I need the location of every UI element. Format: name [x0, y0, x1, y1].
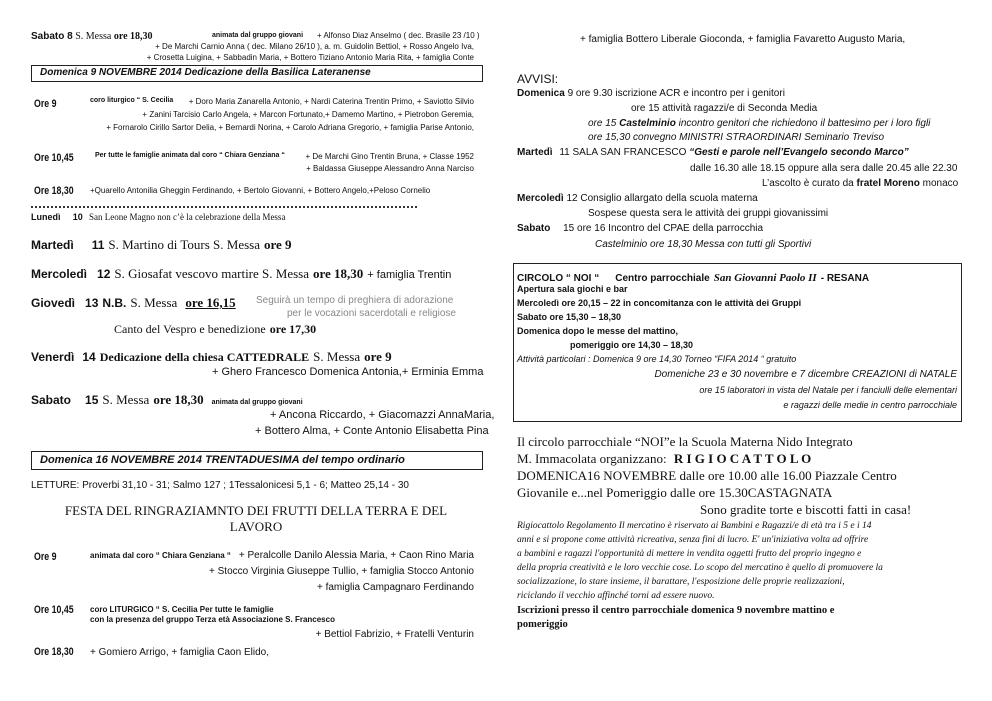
rigiocattolo-line	[517, 451, 811, 467]
avviso-text: Castelminio ore 18,30 Messa con tutti gli Sportivi	[595, 239, 812, 250]
intentions-line: + Ghero Francesco Domenica Antonia,+ Erminia Emma	[212, 366, 484, 378]
vespro-line	[114, 320, 316, 338]
mass-time: Ore 18,30	[34, 646, 74, 658]
avvisi-heading: AVVISI:	[517, 72, 559, 86]
circolo-line: Domenica dopo le messe del mattino,	[517, 326, 679, 336]
avviso-line	[588, 118, 930, 129]
choir-label: Per tutte le famiglie animata dal coro “ Chiara Genziana “	[95, 152, 285, 159]
avviso-text: 12 Consiglio allargato della scuola materna	[566, 193, 758, 204]
regolamento-line: socializzazione, lo stare insieme, il barattare, l'esposizione delle proprie realizzazioni,	[517, 577, 845, 587]
day-label: Sabato 8	[31, 31, 73, 42]
circolo-saint: San Giovanni Paolo II	[713, 272, 817, 284]
avviso-text: 15 ore 16 Incontro del CPAE della parrocchia	[563, 223, 764, 234]
avviso-place: Castelminio	[619, 118, 676, 129]
choir-label: coro liturgico “ S. Cecilia	[90, 97, 174, 104]
regolamento-line: a bambini e ragazzi l'opportunità di mettere in vendita oggetti frutto del proprio ingegno e	[517, 549, 862, 559]
intentions-line: + Gomiero Arrigo, + famiglia Caon Elido,	[90, 647, 269, 658]
intentions-line: + famiglia Campagnaro Ferdinando	[316, 582, 474, 593]
day-number: 10	[72, 212, 83, 222]
avviso-text: incontro genitori che richiedono il battesimo per i loro figli	[678, 118, 931, 129]
rigiocattolo-text: M. Immacolata organizzano:	[517, 451, 667, 466]
intentions-line: + Ancona Riccardo, + Giacomazzi AnnaMaria,	[270, 409, 495, 421]
iscrizioni-line: pomeriggio	[517, 619, 568, 630]
mass-time: Ore 18,30	[34, 185, 74, 197]
intentions-line: + Alfonso Diaz Anselmo ( dec. Brasile 23 /10 )	[317, 31, 480, 40]
intentions-line: + Stocco Virginia Giuseppe Tullio, + famiglia Stocco Antonio	[209, 566, 474, 577]
intentions-line: + Peralcolle Danilo Alessia Maria, + Caon Rino Maria	[238, 550, 474, 561]
intentions-line: + Bottero Alma, + Conte Antonio Elisabetta Pina	[255, 425, 489, 437]
avviso-text: monaco	[922, 178, 959, 189]
giovedi-line	[31, 294, 236, 312]
choir-label: con la presenza del gruppo Terza età Associazione S. Francesco	[90, 615, 335, 624]
sabato15-line	[31, 391, 303, 409]
mass-time: ore 18,30	[113, 31, 153, 42]
rigiocattolo-text: DOMENICA16 NOVEMBRE dalle ore 10.00 alle 16.00 Piazzale Centro	[517, 468, 897, 483]
avviso-text: ore 15 attività ragazzi/e di Seconda Media	[631, 103, 818, 114]
circolo-line: e ragazzi delle medie in centro parrocchiale	[783, 400, 957, 410]
intentions-line: + Baldassa Giuseppe Alessandro Anna Narciso	[306, 164, 474, 173]
day-label: Giovedì	[31, 296, 76, 310]
intentions-line: + Crosetta Luigina, + Sabbadin Maria, + Bottero Tiziano Antonio Maria Rita, + famiglia Conte	[146, 53, 474, 62]
mass-time: ore 18,30	[312, 266, 364, 281]
intentions-line: + Zanini Tarcisio Carlo Angela, + Marcon Fortunato,+ Damemo Martino, + Pietrobon Geremia,	[142, 110, 474, 119]
intentions-line: + Bettiol Fabrizio, + Fratelli Venturin	[315, 629, 474, 640]
choir-label: animata dal coro “ Chiara Genziana “	[90, 551, 231, 560]
circolo-name: CIRCOLO “ NOI “	[517, 273, 600, 284]
sabato8-line	[31, 31, 153, 42]
avviso-text: 9 ore 9.30 iscrizione ACR e incontro per i genitori	[567, 88, 785, 99]
avviso-line	[517, 223, 763, 234]
avviso-text: ore 15	[588, 118, 617, 129]
adoration-note: per le vocazioni sacerdotali e religiose	[287, 308, 456, 319]
lunedi-line	[31, 212, 285, 222]
avviso-line	[517, 193, 758, 204]
day-label: Lunedì	[31, 212, 61, 222]
festa-title: FESTA DEL RINGRAZIAMNTO DEI FRUTTI DELLA TERRA E DEL	[64, 503, 448, 518]
day-label: Martedì	[31, 238, 74, 252]
regolamento-line: riciclando il vecchio affinché torni ad essere nuovo.	[517, 591, 715, 601]
section-heading: Domenica 9 NOVEMBRE 2014 Dedicazione della Basilica Lateranense	[40, 67, 371, 78]
avviso-line	[517, 147, 909, 158]
circolo-line: Apertura sala giochi e bar	[517, 284, 628, 294]
regolamento-line: della propria creatività e le loro vecchie cose. Lo scopo del mercatino è quello di promuovere la	[517, 563, 883, 573]
intentions-line: + Fornarolo Cirillo Sartor Delia, + Bernardi Norina, + Carolo Adriana Gregorio, + famiglia Parise Antonio,	[106, 123, 474, 132]
domenica9-header-box	[31, 65, 483, 82]
avviso-text: L’ascolto è curato da	[762, 178, 854, 189]
day-number: 11	[91, 238, 105, 252]
group-label: animata dal gruppo giovani	[211, 399, 303, 406]
intentions-line: + famiglia Bottero Liberale Gioconda, + famiglia Favaretto Augusto Maria,	[580, 34, 906, 45]
intentions-line: + De Marchi Carnio Anna ( dec. Milano 26/10 ), a. m. Guidolin Bettiol, + Rosso Angelo Iva,	[155, 42, 474, 51]
mass-label: S. Messa	[102, 392, 150, 407]
rigiocattolo-text: Sono gradite torte e biscotti fatti in casa!	[700, 502, 912, 517]
venerdi-line	[31, 348, 392, 366]
day-label: Sabato	[517, 223, 551, 234]
day-text: Dedicazione della chiesa CATTEDRALE	[99, 350, 310, 364]
circolo-place: - RESANA	[820, 273, 870, 284]
mass-time: Ore 9	[34, 551, 57, 563]
mass-label: S. Messa	[313, 349, 361, 364]
day-label: Domenica	[517, 88, 565, 99]
day-text: S. Giosafat vescovo martire S. Messa	[114, 266, 309, 281]
circolo-line: Mercoledì ore 20,15 – 22 in concomitanza con le attività dei Gruppi	[517, 298, 802, 308]
rigiocattolo-title: R I G I O C A T T O L O	[673, 451, 812, 466]
group-label: animata dal gruppo giovani	[212, 32, 304, 39]
mass-time: Ore 9	[34, 98, 57, 110]
mass-time: ore 18,30	[153, 392, 204, 407]
circolo-line: Attività particolari : Domenica 9 ore 14,30 Torneo “FIFA 2014 “ gratuito	[517, 354, 797, 364]
domenica16-header-box	[31, 451, 483, 470]
adoration-note: Seguirà un tempo di preghiera di adorazione	[256, 295, 454, 306]
intentions-line: +Quarello Antonilia Gheggin Ferdinando, + Bertolo Giovanni, + Bottero Angelo,+Peloso Cornelio	[90, 186, 431, 195]
day-label: Mercoledì	[517, 193, 564, 204]
intentions-line: + De Marchi Gino Trentin Bruna, + Classe 1952	[305, 152, 474, 161]
day-number: 12	[97, 267, 111, 281]
regolamento-line: anni e si propone come attività ricreativa, senza fini di lucro. E' un'iniziativa volta ad offrire	[517, 535, 869, 545]
avviso-text: ore 15,30 convegno MINISTRI STRAORDINARI Seminario Treviso	[588, 132, 885, 143]
iscrizioni-line: Iscrizioni presso il centro parrocchiale domenica 9 novembre mattino e	[517, 605, 835, 616]
mass-time: ore 9	[263, 237, 292, 252]
day-label: Martedì	[517, 147, 553, 158]
avviso-line	[762, 178, 958, 189]
mass-time: Ore 10,45	[34, 152, 74, 164]
avviso-line	[517, 88, 785, 99]
vespro-time: ore 17,30	[269, 322, 317, 336]
choir-label: coro LITURGICO “ S. Cecilia Per tutte le famiglie	[90, 605, 274, 614]
avviso-text: Sospese questa sera le attività dei gruppi giovanissimi	[588, 208, 829, 219]
section-heading: Domenica 16 NOVEMBRE 2014 TRENTADUESIMA del tempo ordinario	[40, 454, 405, 466]
avviso-title: “Gesti e parole nell’Evangelo secondo Marco”	[689, 147, 909, 158]
vespro-text: Canto del Vespro e benedizione	[114, 322, 266, 336]
day-label: Sabato	[31, 393, 72, 407]
dotted-divider	[31, 206, 417, 208]
mass-label: S. Messa	[75, 31, 112, 42]
circolo-noi-box	[513, 263, 962, 422]
rigiocattolo-text: Giovanile e...nel Pomeriggio dalle ore 15.30CASTAGNATA	[517, 485, 833, 500]
day-label: Venerdì	[31, 350, 75, 364]
day-number: 13	[85, 296, 99, 310]
avviso-text: 11 SALA SAN FRANCESCO	[559, 147, 687, 158]
day-text: S. Martino di Tours S. Messa	[108, 237, 260, 252]
martedi-line	[31, 236, 292, 254]
regolamento-line: Rigiocattolo Regolamento Il mercatino è riservato ai Bambini e Ragazzi/e di età tra i 5 e i 14	[517, 521, 872, 531]
circolo-line: ore 15 laboratori in vista del Natale per i fanciulli delle elementari	[699, 385, 957, 395]
intentions-line: + famiglia Trentin	[367, 269, 452, 281]
circolo-line: Domeniche 23 e 30 novembre e 7 dicembre CREAZIONI di NATALE	[654, 369, 957, 380]
circolo-line: pomeriggio ore 14,30 – 18,30	[570, 340, 694, 350]
day-number: 15	[85, 393, 99, 407]
avviso-text: dalle 16.30 alle 18.15 oppure alla sera dalle 20.45 alle 22.30	[690, 163, 958, 174]
rigiocattolo-text: Il circolo parrocchiale “NOI”e la Scuola Materna Nido Integrato	[517, 434, 853, 449]
mass-time: ore 9	[364, 349, 392, 364]
day-text: S. Messa	[130, 295, 178, 310]
mercoledi-line	[31, 265, 451, 283]
mass-time: Ore 10,45	[34, 604, 74, 616]
avviso-speaker: fratel Moreno	[856, 178, 920, 189]
nb-label: N.B.	[102, 296, 127, 310]
mass-time: ore 16,15	[185, 295, 236, 310]
circolo-subtitle: Centro parrocchiale	[615, 273, 710, 284]
festa-title: LAVORO	[229, 519, 283, 534]
day-number: 14	[82, 350, 96, 364]
day-label: Mercoledì	[31, 267, 88, 281]
intentions-line: + Doro Maria Zanarella Antonio, + Nardi Caterina Trentin Primo, + Saviotto Silvio	[188, 97, 474, 106]
circolo-line: Sabato ore 15,30 – 18,30	[517, 312, 622, 322]
day-text: San Leone Magno non c’è la celebrazione della Messa	[89, 212, 286, 222]
letture-line: LETTURE: Proverbi 31,10 - 31; Salmo 127 ; 1Tessalonicesi 5,1 - 6; Matteo 25,14 - 30	[31, 480, 409, 491]
